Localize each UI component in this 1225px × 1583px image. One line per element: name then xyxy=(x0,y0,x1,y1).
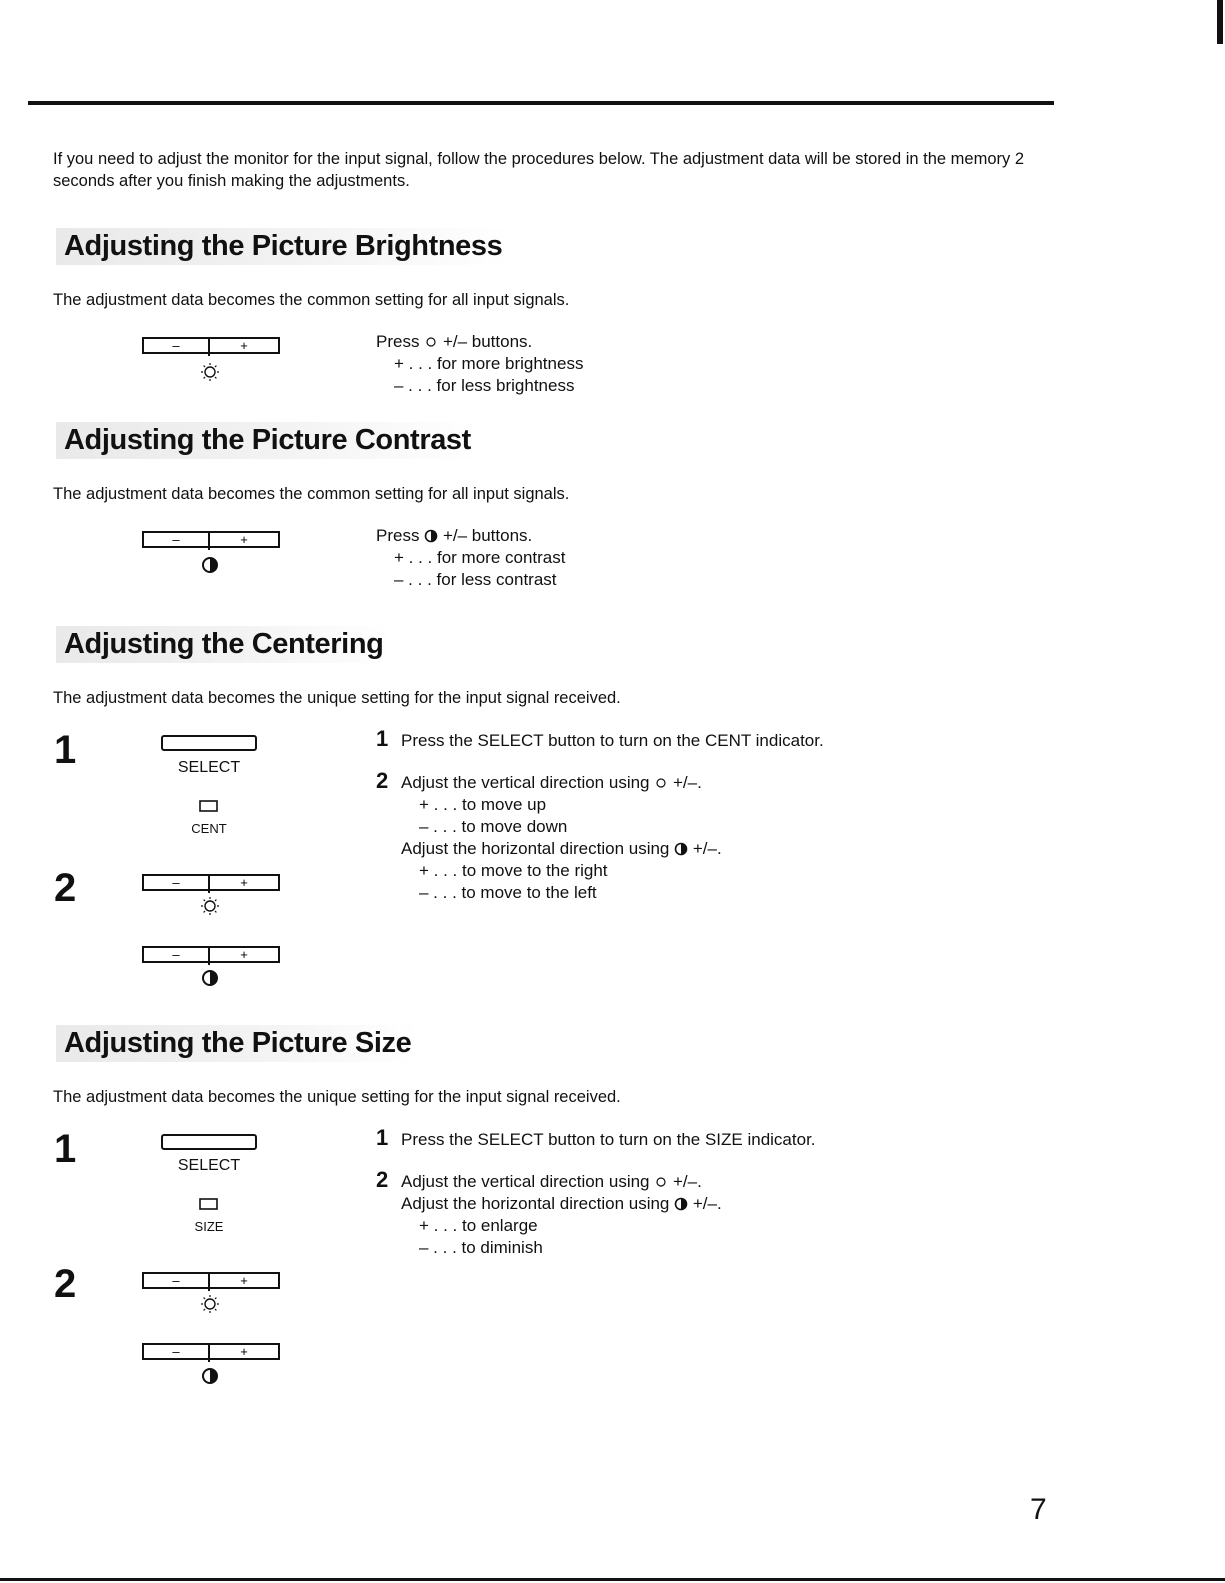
section-title-size: Adjusting the Picture Size xyxy=(56,1025,419,1062)
press-label: Press xyxy=(376,332,420,351)
instruction-line: + . . . for more brightness xyxy=(394,354,584,373)
contrast-control-diagram[interactable] xyxy=(141,530,283,585)
footer-rule xyxy=(0,1578,1225,1581)
brightness-control-diagram[interactable] xyxy=(141,336,283,391)
plus-label: + xyxy=(240,532,248,547)
section-subtitle-contrast: The adjustment data becomes the common setting for all input signals. xyxy=(53,485,570,503)
minus-label: – xyxy=(172,875,180,890)
step-1-text: Press the SELECT button to turn on the SIZE indicator. xyxy=(400,1130,816,1149)
rocker-button-outline xyxy=(143,532,279,547)
instruction-line: + . . . for more contrast xyxy=(394,548,566,567)
select-button[interactable] xyxy=(160,1133,260,1158)
size-instructions xyxy=(376,1127,936,1259)
instruction-line: + . . . to enlarge xyxy=(419,1216,538,1235)
step-2-horizontal-text: Adjust the horizontal direction using xyxy=(401,839,670,858)
minus-label: – xyxy=(172,1344,180,1359)
brightness-control-diagram[interactable] xyxy=(141,1271,283,1326)
sun-icon xyxy=(654,776,668,790)
step-2-horizontal-text: Adjust the horizontal direction using xyxy=(401,1194,670,1213)
half-circle-icon xyxy=(424,529,438,543)
step-number: 2 xyxy=(54,1262,77,1306)
press-buttons-label: +/– buttons. xyxy=(442,526,533,545)
minus-label: – xyxy=(172,338,180,353)
header-rule xyxy=(28,101,1054,105)
step-number: 2 xyxy=(54,866,77,910)
page-number: 7 xyxy=(1030,1493,1047,1526)
indicator-icon xyxy=(199,800,219,819)
half-circle-icon xyxy=(674,842,688,856)
half-circle-icon xyxy=(203,971,217,985)
sun-icon xyxy=(201,363,219,381)
section-subtitle-brightness: The adjustment data becomes the common setting for all input signals. xyxy=(53,291,570,309)
instruction-line: – . . . to move to the left xyxy=(419,883,597,902)
contrast-control-diagram[interactable] xyxy=(141,945,283,1000)
step-2-vertical-text: Adjust the vertical direction using xyxy=(400,773,650,792)
step-number: 1 xyxy=(54,728,77,772)
half-circle-icon xyxy=(203,1369,217,1383)
step-number: 1 xyxy=(376,726,389,751)
rocker-button-outline xyxy=(143,338,279,353)
minus-label: – xyxy=(172,947,180,962)
centering-instructions xyxy=(376,728,936,904)
step-number: 1 xyxy=(376,1125,389,1150)
section-subtitle-centering: The adjustment data becomes the unique setting for the input signal received. xyxy=(53,689,621,707)
indicator-icon xyxy=(199,1198,219,1217)
minus-label: – xyxy=(172,532,180,547)
press-buttons-label: +/– buttons. xyxy=(442,332,533,351)
sun-icon xyxy=(201,897,219,915)
instruction-line: – . . . to move down xyxy=(419,817,568,836)
press-label: Press xyxy=(376,526,420,545)
instruction-line: – . . . for less brightness xyxy=(394,376,575,395)
instruction-line: + . . . to move to the right xyxy=(419,861,608,880)
section-title-centering: Adjusting the Centering xyxy=(56,626,391,663)
select-button-label: SELECT xyxy=(177,759,241,776)
half-circle-icon xyxy=(674,1197,688,1211)
section-title-brightness: Adjusting the Picture Brightness xyxy=(56,228,510,265)
step-1-text: Press the SELECT button to turn on the CENT indicator. xyxy=(400,731,824,750)
sun-icon xyxy=(654,1175,668,1189)
cent-indicator-label: CENT xyxy=(191,821,227,836)
contrast-control-diagram[interactable] xyxy=(141,1342,283,1397)
plus-label: + xyxy=(240,338,248,353)
section-title-contrast: Adjusting the Picture Contrast xyxy=(56,422,479,459)
sun-icon xyxy=(201,1295,219,1313)
instruction-line: – . . . for less contrast xyxy=(394,570,557,589)
select-button[interactable] xyxy=(160,734,260,759)
size-indicator-label: SIZE xyxy=(194,1219,224,1234)
brightness-control-diagram[interactable] xyxy=(141,873,283,928)
minus-label: – xyxy=(172,1273,180,1288)
step-number: 2 xyxy=(376,1167,389,1192)
step-2-vertical-text: Adjust the vertical direction using xyxy=(400,1172,650,1191)
sun-icon xyxy=(424,335,438,349)
instruction-line: – . . . to diminish xyxy=(419,1238,543,1257)
section-subtitle-size: The adjustment data becomes the unique setting for the input signal received. xyxy=(53,1088,621,1106)
page-edge-mark xyxy=(1217,0,1223,44)
plus-minus-label: +/–. xyxy=(692,839,722,858)
plus-label: + xyxy=(240,947,248,962)
intro-text: If you need to adjust the monitor for the input signal, follow the procedures below. The adjustment data will be stored in the memory 2 seconds after you finish making the adjustments. xyxy=(53,150,1024,190)
instruction-line: + . . . to move up xyxy=(419,795,547,814)
select-button-label: SELECT xyxy=(177,1157,241,1174)
step-number: 2 xyxy=(376,768,389,793)
plus-minus-label: +/–. xyxy=(672,773,702,792)
step-number: 1 xyxy=(54,1127,77,1171)
plus-minus-label: +/–. xyxy=(692,1194,722,1213)
plus-label: + xyxy=(240,875,248,890)
brightness-instructions xyxy=(376,331,583,397)
plus-label: + xyxy=(240,1273,248,1288)
half-circle-icon xyxy=(203,558,217,572)
plus-minus-label: +/–. xyxy=(672,1172,702,1191)
plus-label: + xyxy=(240,1344,248,1359)
contrast-instructions xyxy=(376,525,565,591)
